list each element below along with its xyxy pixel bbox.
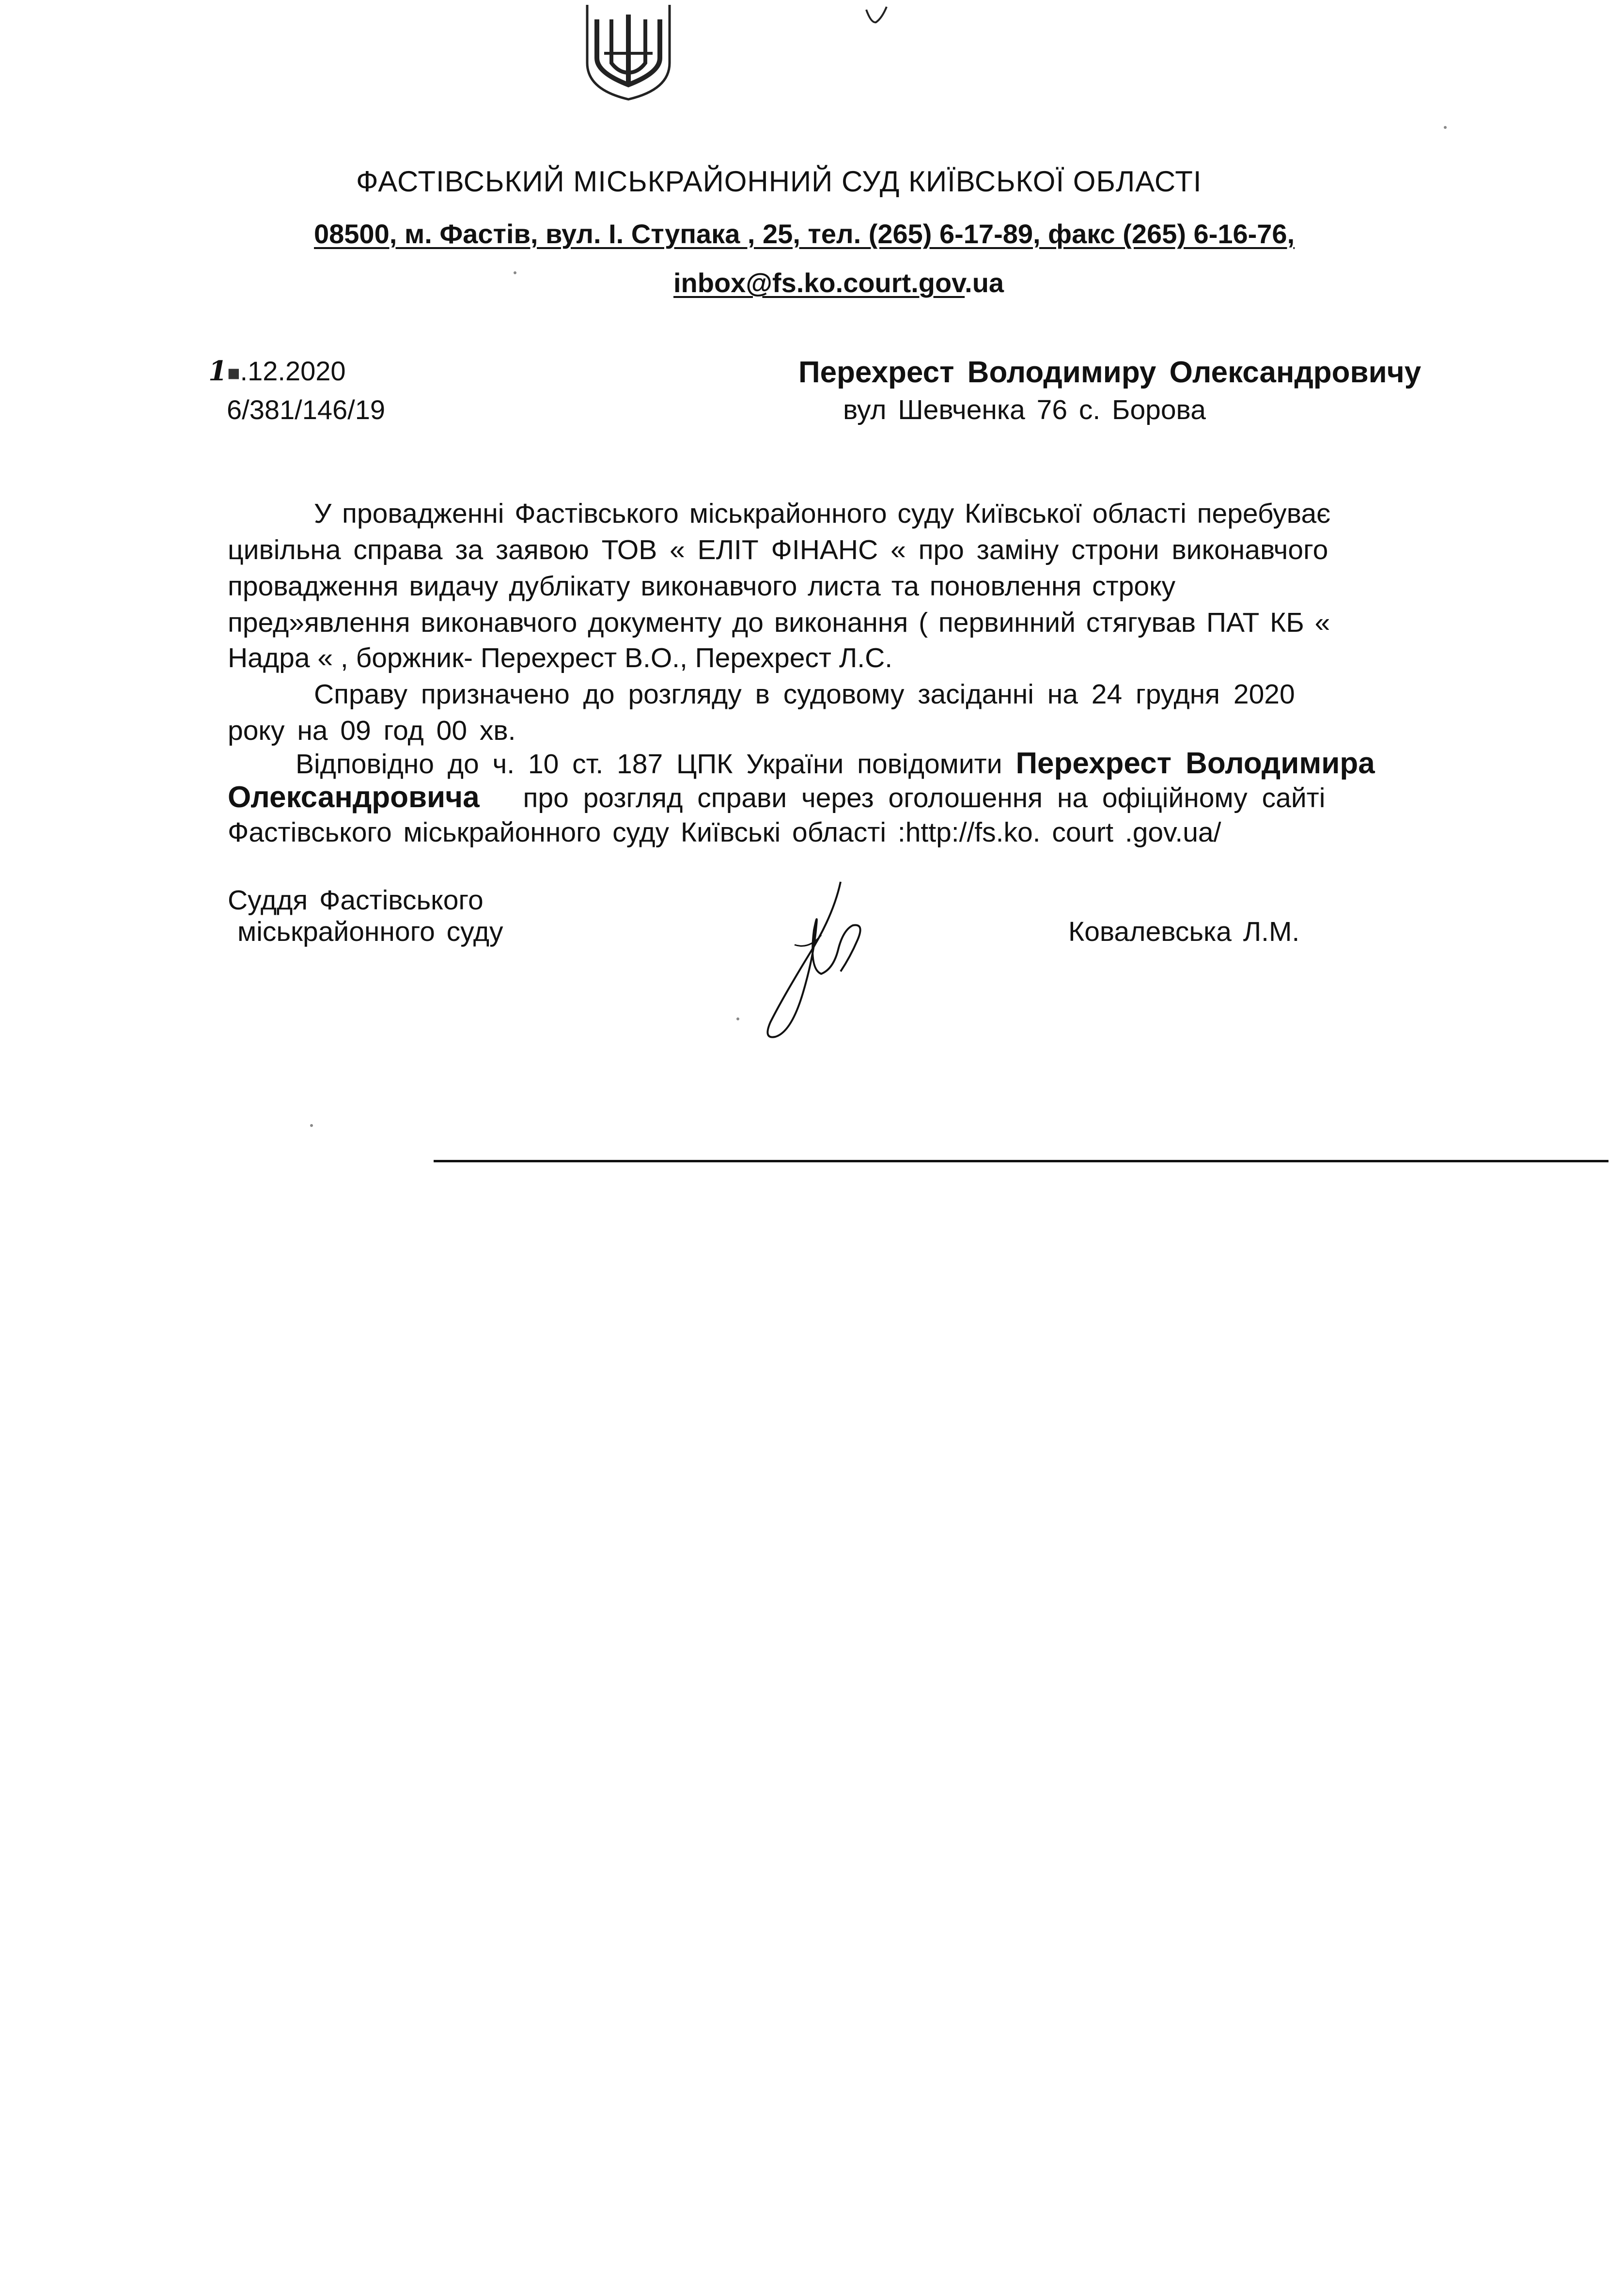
body-p1-line3: провадження видачу дублікату виконавчого листа та поновлення строку bbox=[228, 571, 1176, 602]
email-link[interactable]: inbox@fs.ko.court.gov bbox=[673, 267, 965, 298]
p3-rest: про розгляд справи через оголошення на офіційному сайті bbox=[523, 782, 1326, 813]
body-p3-line1 bbox=[296, 749, 1375, 779]
court-name: ФАСТІВСЬКИЙ МІСЬКРАЙОННИЙ СУД КИЇВСЬКОЇ ОБЛАСТІ bbox=[356, 165, 1202, 198]
body-p2-line2: року на 09 год 00 хв. bbox=[228, 715, 516, 746]
body-p3-line3: Фастівського міськрайонного суду Київські області :http://fs.ko. court .gov.ua/ bbox=[228, 817, 1221, 848]
date-text: .12.2020 bbox=[240, 356, 346, 386]
judge-name: Ковалевська Л.М. bbox=[1068, 916, 1300, 947]
scan-speck bbox=[736, 1017, 739, 1020]
scan-speck bbox=[514, 271, 516, 274]
scan-speck bbox=[1444, 126, 1447, 129]
date-day-illegible: ■ bbox=[227, 361, 240, 385]
date-handwritten: 1 bbox=[208, 355, 227, 387]
p3-bold-patronymic: Олександровича bbox=[228, 781, 480, 814]
case-number: 6/381/146/19 bbox=[227, 394, 385, 425]
recipient-address: вул Шевченка 76 с. Борова bbox=[843, 394, 1206, 425]
handwritten-signature bbox=[736, 872, 891, 1047]
judge-title-line1: Суддя Фастівського bbox=[228, 885, 484, 916]
bottom-divider bbox=[434, 1160, 1608, 1162]
letter-date bbox=[208, 355, 346, 387]
body-p1-line5: Надра « , боржник- Перехрест В.О., Перехрест Л.С. bbox=[228, 642, 893, 673]
body-p1-line1: У провадженні Фастівського міськрайонного суду Київської області перебуває bbox=[314, 498, 1331, 529]
court-email bbox=[673, 269, 1004, 297]
body-p1-line2: цивільна справа за заявою ТОВ « ЕЛІТ ФІНАНС « про заміну строни виконавчого bbox=[228, 534, 1328, 565]
recipient-name: Перехрест Володимиру Олександровичу bbox=[798, 356, 1421, 389]
p3-bold-name: Перехрест Володимира bbox=[1015, 747, 1375, 780]
trident-emblem-icon bbox=[582, 0, 674, 102]
check-mark-icon bbox=[862, 4, 891, 28]
court-address: 08500, м. Фастів, вул. І. Ступака , 25, тел. (265) 6-17-89, факс (265) 6-16-76, bbox=[314, 219, 1295, 249]
body-p1-line4: пред»явлення виконавчого документу до виконання ( первинний стягував ПАТ КБ « bbox=[228, 607, 1330, 638]
judge-title-line2: міськрайонного суду bbox=[237, 916, 503, 947]
scan-speck bbox=[310, 1124, 313, 1127]
email-suffix: .ua bbox=[965, 267, 1004, 298]
body-p3-line2 bbox=[228, 782, 1325, 813]
body-p2-line1: Справу призначено до розгляду в судовому засіданні на 24 грудня 2020 bbox=[314, 679, 1295, 710]
p3-start: Відповідно до ч. 10 ст. 187 ЦПК України повідомити bbox=[296, 749, 1002, 780]
